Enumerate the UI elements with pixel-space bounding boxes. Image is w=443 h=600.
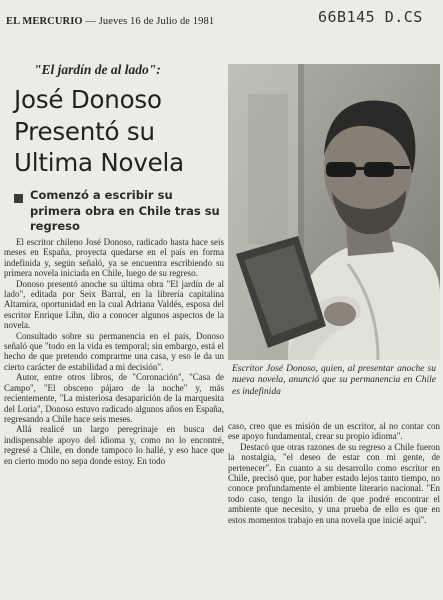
article-paragraph: Allá realicé un largo peregrinaje en busca del indispensable apoyo del idioma y, como no lo encontré, regresé a Chile, en donde tampoco lo hallé, y eso hace que en cierto modo no sepa donde estoy. En todo <box>4 424 224 466</box>
handwritten-catalog-note: 66B145 D.CS <box>318 8 423 26</box>
bullet-square-icon <box>14 194 23 203</box>
headline <box>14 84 224 179</box>
deck-subheadline: Comenzó a escribir su primera obra en Chile tras su regreso <box>30 188 220 233</box>
masthead <box>6 16 214 27</box>
headline-line: José Donoso <box>14 85 162 114</box>
author-portrait-drawing <box>228 64 440 360</box>
article-paragraph: El escritor chileno José Donoso, radicado hasta hace seis meses en España, proyecta quedarse en el país en forma indefinida y, según señaló, ya se encuentra escribiendo su primera novela iniciada en Chile, luego de su regreso. <box>4 237 224 279</box>
kicker: "El jardín de al lado": <box>34 62 161 77</box>
newspaper-name: EL MERCURIO <box>6 16 83 27</box>
headline-line: Presentó su <box>14 116 155 146</box>
article-paragraph: Destacó que otras razones de su regreso a Chile fueron la nostalgia, "el deseo de estar con mi gente, de pertenecer". En cuanto a su desarrollo como escritor en Chile, precisó que, por haber estado lejos tanto tiempo, no conoce profundamente el ambiente literario nacional. "En todo caso, tengo la ilusión de que podré encontrar el ambiente que necesito, y una prueba de ello es que en estos momentos trabajo en una novela que inicié aquí". <box>228 441 440 525</box>
article-column-1 <box>4 237 224 466</box>
article-paragraph: Autor, entre otros libros, de "Coronación", "Casa de Campo", "El obsceno pájaro de la noche" y, más recientemente, "La misteriosa desaparición de la marquesita del Loria", Donoso estuvo radicado algunos años en España, regresando a Chile hace seis meses. <box>4 372 224 424</box>
article-paragraph: Donoso presentó anoche su última obra "El jardín de al lado", editada por Seix Barral, en la librería capitalina Altamira, oportunidad en la cual Adriana Valdés, esposa del escritor Enrique Lihn, dio a conocer algunos aspectos de la novela. <box>4 278 224 331</box>
headline-line: Ultima Novela <box>14 148 184 177</box>
photo-caption: Escritor José Donoso, quien, al presentar anoche su nueva novela, anunció que su permanencia en Chile es indefinida <box>232 364 436 397</box>
issue-date: — Jueves 16 de Julio de 1981 <box>85 16 215 27</box>
article-column-2 <box>228 421 440 525</box>
article-paragraph: caso, creo que es misión de un escritor, al no contar con ese apoyo fundamental, crear su propio idioma". <box>228 421 440 442</box>
article-paragraph: Consultado sobre su permanencia en el país, Donoso señaló que "todo en la vida es temporal; sin embargo, está el hecho de que pretendo comprarme una casa, y eso le da un cierto carácter de estabilidad a mi decisión". <box>4 330 224 372</box>
author-photo <box>228 64 440 360</box>
